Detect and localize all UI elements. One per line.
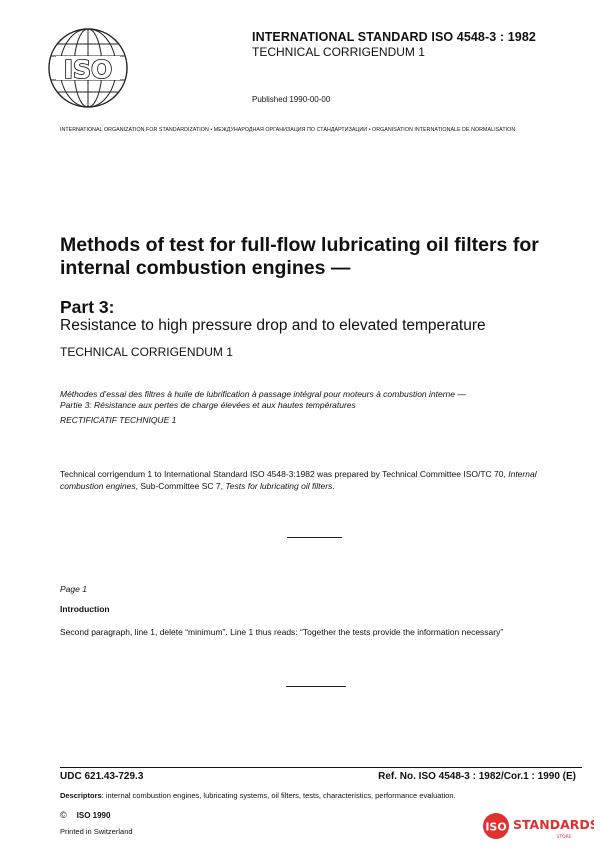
french-corrigendum: RECTIFICATIF TECHNIQUE 1 bbox=[60, 415, 177, 425]
copyright-text: ISO 1990 bbox=[76, 811, 111, 820]
standard-number: INTERNATIONAL STANDARD ISO 4548-3 : 1982 bbox=[252, 30, 536, 44]
reference-number: Ref. No. ISO 4548-3 : 1982/Cor.1 : 1990 (E) bbox=[378, 771, 576, 782]
para-italic-2: Tests for lubricating oil filters bbox=[225, 481, 333, 491]
corrigendum-label: TECHNICAL CORRIGENDUM 1 bbox=[252, 45, 425, 59]
para-text-1: Technical corrigendum 1 to International Standard ISO 4548-3:1982 was prepared by Technical Committee ISO/TC 70, bbox=[60, 469, 509, 479]
document-title: Methods of test for full-flow lubricating oil filters for internal combustion engines — bbox=[60, 234, 539, 279]
watermark-store: STORE bbox=[556, 835, 572, 840]
introduction-heading: Introduction bbox=[60, 604, 110, 614]
technical-corrigendum-heading: TECHNICAL CORRIGENDUM 1 bbox=[60, 345, 233, 359]
separator-rule bbox=[286, 686, 346, 687]
udc-number: UDC 621.43-729.3 bbox=[60, 771, 144, 782]
descriptors bbox=[60, 791, 580, 800]
descriptors-list: : internal combustion engines, lubricating systems, oil filters, tests, characteristics, performance evaluation. bbox=[101, 791, 456, 800]
para-italic-1: Internal combustion engines bbox=[60, 469, 537, 491]
printed-location: Printed in Switzerland bbox=[60, 827, 133, 836]
published-date: Published 1990-00-00 bbox=[252, 95, 331, 104]
french-title bbox=[60, 389, 560, 411]
iso-globe-icon bbox=[46, 26, 130, 110]
watermark-standards: STANDARDS bbox=[513, 817, 594, 832]
footer-rule bbox=[60, 767, 582, 768]
part-number: Part 3: bbox=[60, 297, 115, 317]
introduction-text: Second paragraph, line 1, delete “minimum”. Line 1 thus reads: “Together the tests provide the information necessary” bbox=[60, 627, 504, 637]
copyright-icon: © bbox=[60, 810, 67, 820]
french-title-line1: Méthodes d’essai des filtres à huile de lubrification à passage intégral pour moteurs à combustion interne — bbox=[60, 389, 466, 399]
separator-rule bbox=[287, 537, 342, 538]
descriptors-label: Descriptors bbox=[60, 791, 102, 800]
preparation-paragraph bbox=[60, 468, 560, 492]
iso-standards-watermark bbox=[482, 812, 594, 842]
para-text-2: , Sub-Committee SC 7, bbox=[135, 481, 226, 491]
watermark-iso: ISO bbox=[485, 820, 507, 834]
para-text-3: . bbox=[332, 481, 335, 491]
copyright bbox=[60, 810, 110, 820]
organization-line: INTERNATIONAL ORGANIZATION FOR STANDARDIZATION • МЕЖДУНАРОДНАЯ ОРГАНИЗАЦИЯ ПО СТАНДАРТИЗАЦИИ • ORGANISATION INTERNATIONALE DE NORMALISATION bbox=[60, 127, 516, 133]
iso-logo bbox=[46, 26, 130, 110]
logo-text: ISO bbox=[63, 55, 113, 84]
page-reference: Page 1 bbox=[60, 584, 87, 594]
part-subtitle: Resistance to high pressure drop and to elevated temperature bbox=[60, 317, 486, 334]
french-title-line2: Partie 3: Résistance aux pertes de charge élevées et aux hautes températures bbox=[60, 400, 356, 410]
